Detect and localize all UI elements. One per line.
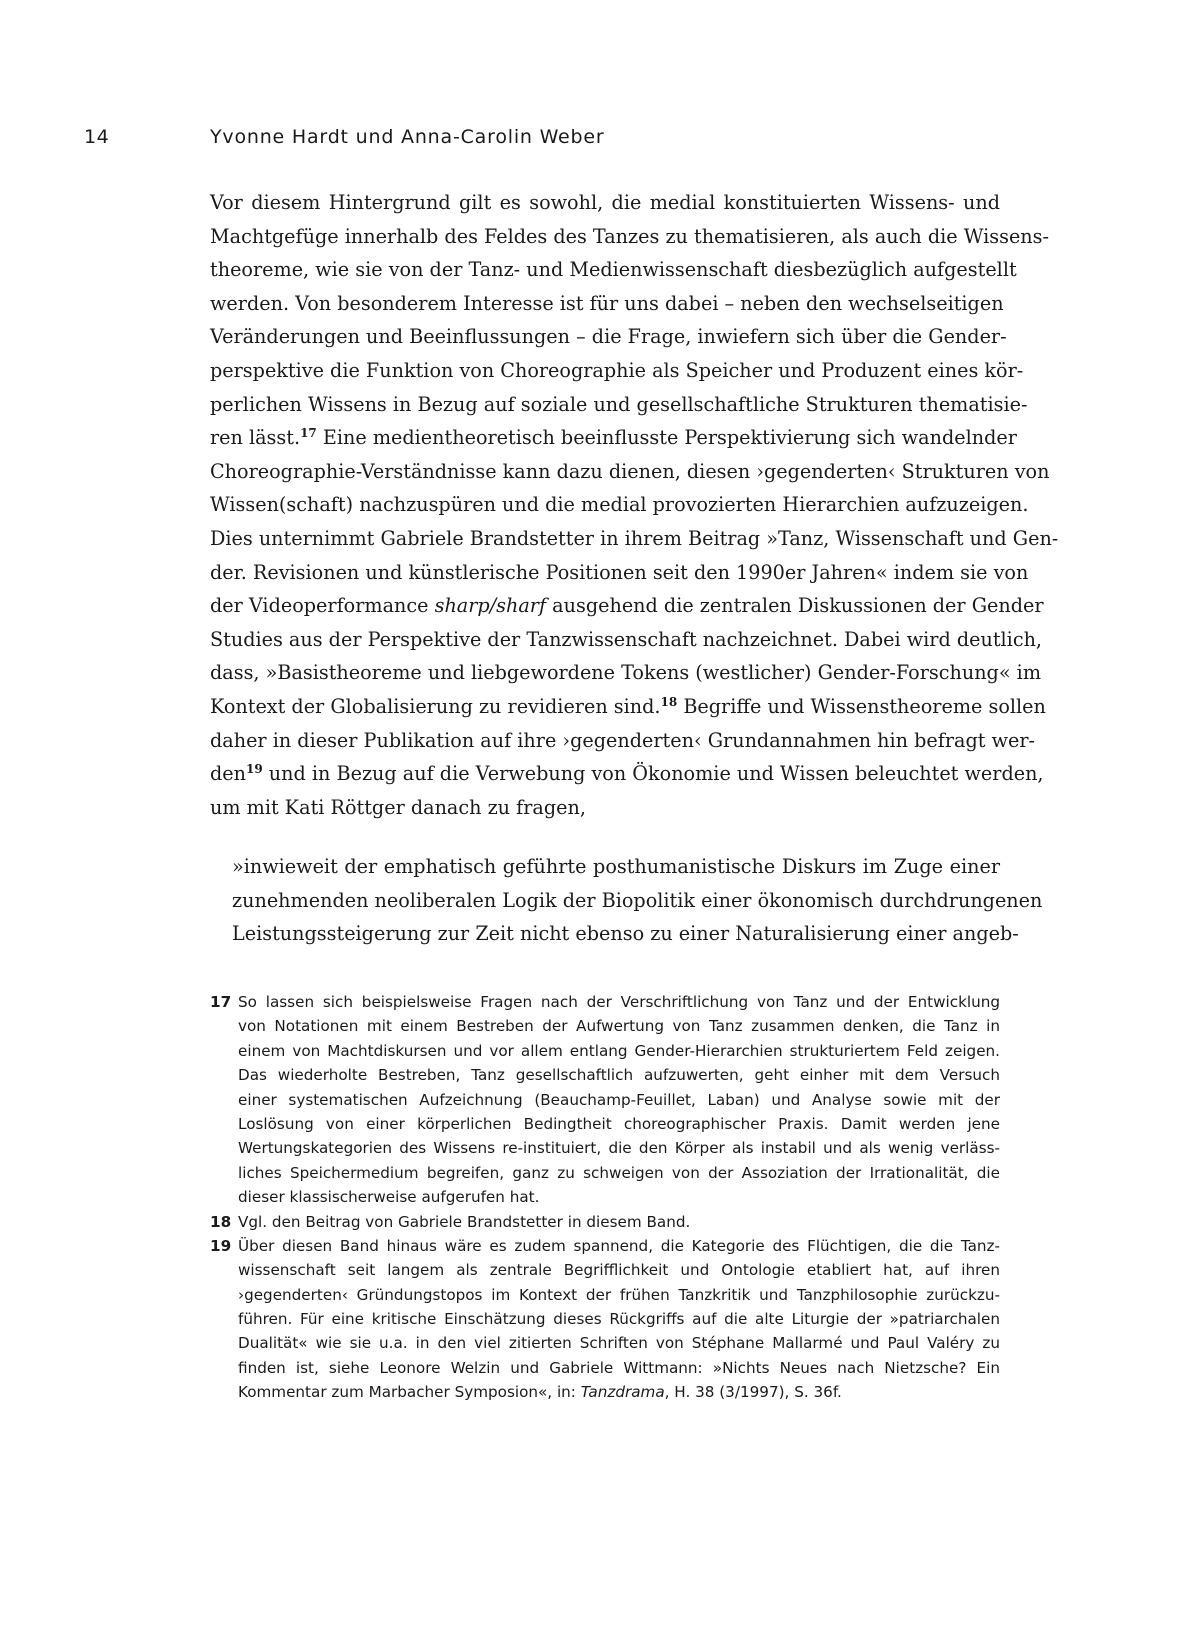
footnote-line: Dualität« wie sie u.a. in den viel zitierten Schriften von Stéphane Mallarmé und Paul Valéry zu [238,1334,1000,1353]
body-line: Wissen(schaft) nachzuspüren und die medial provozierten Hierarchien aufzuzeigen. [210,493,1029,517]
body-line: ren lässt.$^{17}$ Eine medientheoretisch beeinflusste Perspektivierung sich wandelnder [210,426,1017,450]
footnote-line: Über diesen Band hinaus wäre es zudem spannend, die Kategorie des Flüchtigen, die die Tanz- [238,1236,1000,1255]
body-line: Studies aus der Perspektive der Tanzwissenschaft nachzeichnet. Dabei wird deutlich, [210,627,1043,651]
body-line: perlichen Wissens in Bezug auf soziale und gesellschaftliche Strukturen thematisie- [210,392,1028,416]
quote-line: »inwieweit der emphatisch geführte posthumanistische Diskurs im Zuge einer [232,855,1000,878]
footnote-line: dieser klassischerweise aufgerufen hat. [238,1188,540,1207]
block-quote [232,850,1043,951]
footnotes [210,990,1000,1405]
body-line: werden. Von besonderem Interesse ist für uns dabei – neben den wechselseitigen [210,291,1004,315]
footnote-line: finden ist, siehe Leonore Welzin und Gabriele Wittmann: »Nichts Neues nach Nietzsche? Ein [238,1358,1000,1377]
footnote-marker[interactable]: 17 [300,426,317,441]
footnote-line: einer systematischen Aufzeichnung (Beauchamp-Feuillet, Laban) und Analyse sowie mit der [238,1090,1000,1109]
body-line: der. Revisionen und künstlerische Positionen seit den 1990er Jahren« indem sie von [210,560,1029,584]
footnote-line: Das wiederholte Bestreben, Tanz gesellschaftlich aufzuwerten, geht einher mit dem Versuch [238,1066,1000,1085]
footnote-line: Wertungskategorien des Wissens re-instituiert, die den Körper als instabil und als wenig verläss- [238,1139,1000,1158]
footnote-line: einem von Machtdiskursen und vor allem entlang Gender-Hierarchien strukturiertem Feld zeigen. [238,1041,1000,1060]
footnote-line: So lassen sich beispielsweise Fragen nach der Verschriftlichung von Tanz und der Entwicklung [238,993,1000,1011]
body-line: den$^{19}$ und in Bezug auf die Verwebung von Ökonomie und Wissen beleuchtet werden, [210,762,1044,786]
body-line: Veränderungen und Beeinflussungen – die Frage, inwiefern sich über die Gender- [210,325,1007,349]
footnote-line: liches Speichermedium begreifen, ganz zu schweigen von der Assoziation der Irrationalität, die [238,1163,1000,1182]
body-line: der Videoperformance sharp/sharf ausgehend die zentralen Diskussionen der Gender [210,594,1044,618]
quote-line: zunehmenden neoliberalen Logik der Biopolitik einer ökonomisch durchdrungenen [232,888,1043,912]
page-number: 14 [84,126,110,148]
body-text [210,186,1059,824]
footnote-line: Loslösung von einer körperlichen Bedingtheit choreographischer Praxis. Damit werden jene [238,1114,1000,1133]
italic-title: Tanzdrama [580,1383,665,1402]
footnote-line: ›gegenderten‹ Gründungstopos im Kontext der frühen Tanzkritik und Tanzphilosophie zurückzu- [238,1285,1000,1304]
footnote-line: führen. Für eine kritische Einschätzung dieses Rückgriffs auf die alte Liturgie der »patriarchalen [238,1310,1000,1329]
footnote [210,1234,1000,1405]
footnote-line: Kommentar zum Marbacher Symposion«, in: Tanzdrama, H. 38 (3/1997), S. 36f. [238,1383,842,1402]
footnote-number: 17 [210,993,232,1011]
running-head: Yvonne Hardt und Anna-Carolin Weber [210,126,605,148]
body-line: dass, »Basistheoreme und liebgewordene Tokens (westlicher) Gender-Forschung« im [210,661,1042,685]
body-line: perspektive die Funktion von Choreographie als Speicher und Produzent eines kör- [210,358,1024,382]
footnote [210,990,1000,1210]
footnote-marker[interactable]: 19 [246,762,263,777]
body-line: daher in dieser Publikation auf ihre ›gegenderten‹ Grundannahmen hin befragt wer- [210,728,1036,752]
body-line: theoreme, wie sie von der Tanz- und Medienwissenschaft diesbezüglich aufgestellt [210,258,1017,282]
body-line: Machtgefüge innerhalb des Feldes des Tanzes zu thematisieren, als auch die Wissens- [210,224,1049,248]
body-line: um mit Kati Röttger danach zu fragen, [210,795,586,819]
footnote-number: 18 [210,1212,232,1231]
body-line: Dies unternimmt Gabriele Brandstetter in ihrem Beitrag »Tanz, Wissenschaft und Gen- [210,526,1059,550]
footnote-line: Vgl. den Beitrag von Gabriele Brandstetter in diesem Band. [238,1212,691,1231]
footnote-line: wissenschaft seit langem als zentrale Begrifflichkeit und Ontologie etabliert hat, auf ihren [238,1261,1000,1280]
footnote-marker[interactable]: 18 [660,694,678,709]
quote-line: Leistungssteigerung zur Zeit nicht ebenso zu einer Naturalisierung einer angeb- [232,922,1019,946]
body-line: Choreographie-Verständnisse kann dazu dienen, diesen ›gegenderten‹ Strukturen von [210,459,1050,483]
footnote-number: 19 [210,1236,232,1255]
footnote-line: von Notationen mit einem Bestreben der Aufwertung von Tanz zusammen denken, die Tanz in [238,1017,1000,1036]
footnote [210,1210,1000,1234]
body-line: Vor diesem Hintergrund gilt es sowohl, die medial konstituierten Wissens- und [210,191,1000,214]
body-line: Kontext der Globalisierung zu revidieren sind.$^{18}$ Begriffe und Wissenstheoreme sollen [210,694,1046,718]
italic-title: sharp/sharf [434,594,547,618]
